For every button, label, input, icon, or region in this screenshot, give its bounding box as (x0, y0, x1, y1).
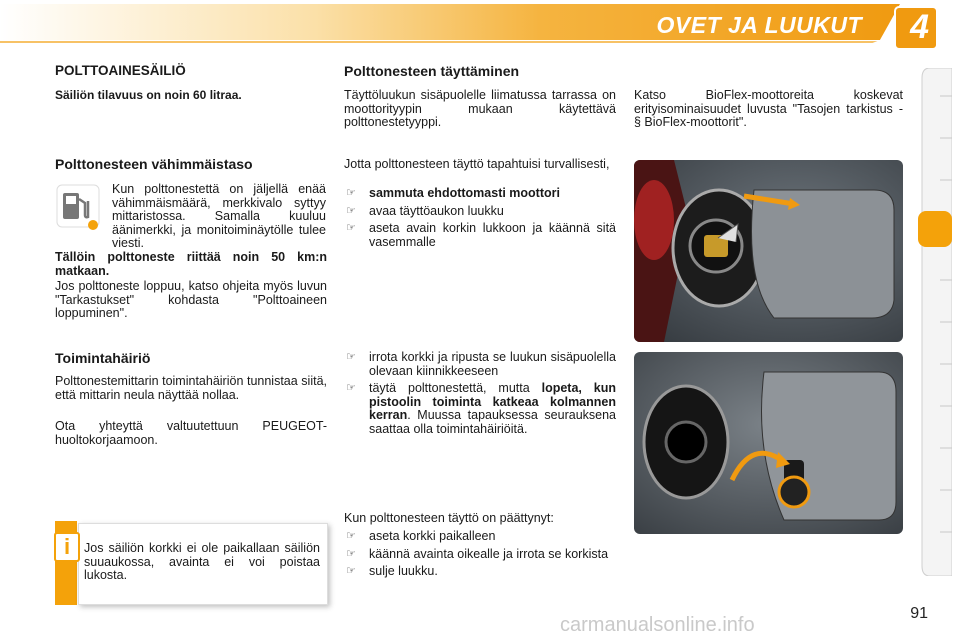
info-icon: i (54, 532, 80, 562)
list-item: ☞ aseta avain korkin lukkoon ja käännä sitä vasemmalle (346, 221, 616, 249)
chapter-title: OVET JA LUUKUT (656, 12, 862, 38)
step-list-2 (344, 351, 616, 440)
page-number: 91 (910, 605, 928, 622)
info-text: Jos säiliön korkki ei ole paikallaan säiliön suuaukossa, avainta ei voi poistaa lukosta. (84, 541, 320, 582)
list-item: ☞ käännä avainta oikealle ja irrota se korkista (346, 546, 609, 561)
list-item: ☞ sammuta ehdottomasti moottori (346, 186, 560, 200)
fault-heading: Toimintahäiriö (55, 350, 151, 366)
pointing-hand-icon: ☞ (346, 547, 356, 560)
bioflex-note: Katso BioFlex-moottoreita koskevat erityisominaisuudet luvusta "Tasojen tarkistus - § BioFlex-moottorit". (634, 88, 903, 129)
fuel-cap-removed-photo (634, 352, 903, 534)
fuel-pump-icon (55, 183, 101, 233)
pointing-hand-icon: ☞ (346, 204, 356, 217)
chapter-tabs (918, 68, 952, 576)
fill-intro: Täyttöluukun sisäpuolelle liimatussa tarrassa on moottorityypin mukaan käytettävä polttonestetyyppi. (344, 88, 616, 129)
pointing-hand-icon: ☞ (346, 222, 356, 234)
fuel-flap-open-photo (634, 160, 903, 342)
tank-heading: POLTTOAINESÄILIÖ (55, 63, 186, 78)
list-item: ☞ avaa täyttöaukon luukku (346, 203, 504, 218)
list-item: ☞ aseta korkki paikalleen (346, 529, 496, 543)
min-level-heading: Polttonesteen vähimmäistaso (55, 156, 253, 172)
steps-intro: Jotta polttonesteen täyttö tapahtuisi turvallisesti, (344, 157, 610, 171)
min-level-note: Jos polttoneste loppuu, katso ohjeita myös luvun "Tarkastukset" kohdasta "Polttoaineen loppuminen". (55, 279, 327, 320)
fault-text-1: Polttonestemittarin toimintahäiriön tunnistaa siitä, että mittarin neula näyttää nollaa. (55, 374, 327, 402)
pointing-hand-icon: ☞ (346, 565, 356, 577)
fill-heading: Polttonesteen täyttäminen (344, 63, 520, 79)
tank-capacity: Säiliön tilavuus on noin 60 litraa. (55, 88, 242, 102)
pointing-hand-icon: ☞ (346, 382, 356, 394)
pointing-hand-icon: ☞ (346, 187, 356, 199)
watermark: carmanualsonline.info (560, 614, 755, 636)
step-list-1 (344, 187, 616, 253)
list-item: ☞ irrota korkki ja ripusta se luukun sisäpuolella olevaan kiinnikkeeseen (346, 350, 616, 378)
after-fill-intro: Kun polttonesteen täyttö on päättynyt: (344, 511, 554, 525)
list-item: ☞ sulje luukku. (346, 564, 438, 578)
step-list-3 (344, 530, 616, 583)
min-level-text: Kun polttonestettä on jäljellä enää vähimmäismäärä, merkkivalo syttyy mittaristossa. Samalla kuuluu äänimerkki, ja monitoiminäytölle tulee viesti. (112, 182, 326, 250)
pointing-hand-icon: ☞ (346, 530, 356, 542)
list-item: ☞ täytä polttonestettä, mutta lopeta, kun pistoolin toiminta katkeaa kolmannen kerran. Muussa tapauksessa seurauksena saattaa olla toimintahäiriöitä. (346, 381, 616, 436)
chapter-number: 4 (910, 8, 929, 46)
min-level-range: Tällöin polttoneste riittää noin 50 km:n matkaan. (55, 250, 327, 278)
fault-text-2: Ota yhteyttä valtuutettuun PEUGEOT-huoltokorjaamoon. (55, 419, 327, 447)
pointing-hand-icon: ☞ (346, 351, 356, 363)
